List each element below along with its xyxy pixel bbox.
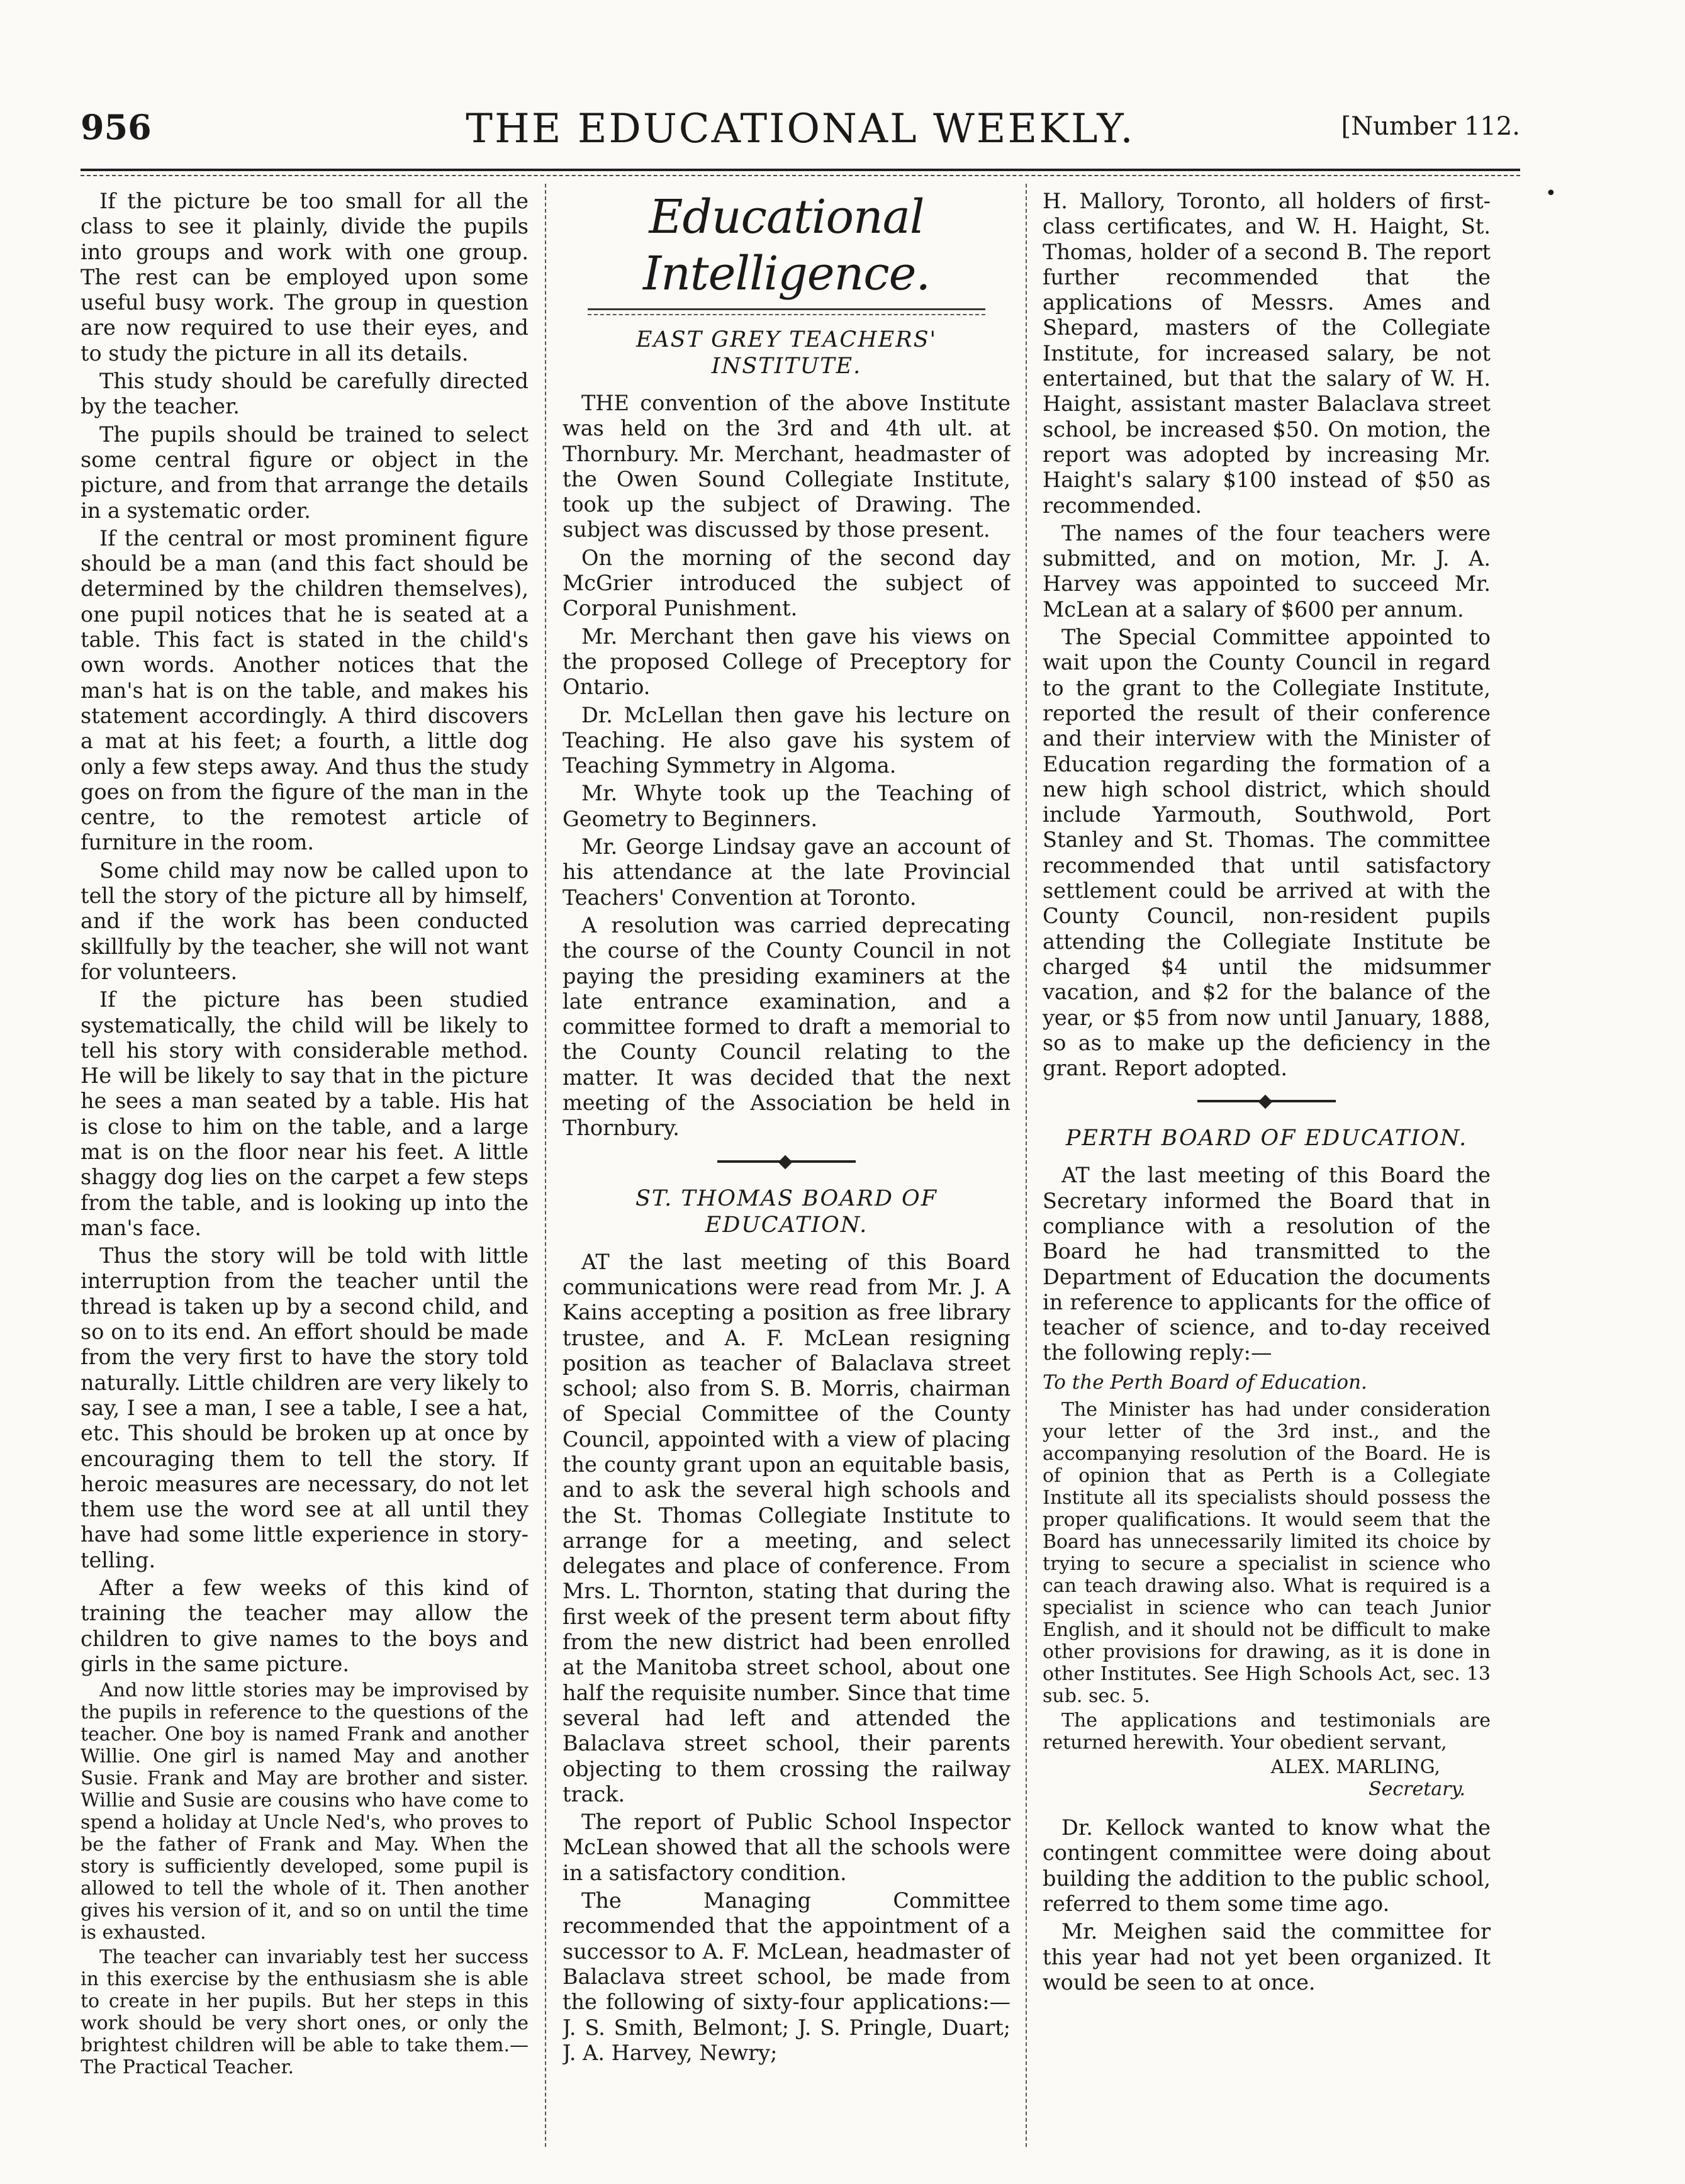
paragraph: Thus the story will be told with little interruption from the teacher until the thread is taken up by a second child, and so on to its end. An effort should be made from the very first to have the story told naturally. Little children are very likely to say, I see a man, I see a table, I see a hat, etc. This should be broken up at once by encouraging them to tell the story. If heroic measures are necessary, do not let them use the word see at all until they have had some little experience in story-telling. xyxy=(81,1243,529,1572)
paragraph: The pupils should be trained to select some central figure or object in the picture, and from that arrange the details in a systematic order. xyxy=(81,422,529,523)
letter-salutation: To the Perth Board of Education. xyxy=(1043,1370,1367,1394)
column-3 xyxy=(1043,189,1491,2158)
paragraph: Mr. Meighen said the committee for this year had not yet been organized. It would be seen to at once. xyxy=(1043,1919,1491,1995)
paragraph: The names of the four teachers were submitted, and on motion, Mr. J. A. Harvey was appointed to succeed Mr. McLean at a salary of $600 per annum. xyxy=(1043,520,1491,622)
paragraph: AT the last meeting of this Board the Secretary informed the Board that in compliance with a resolution of the Board he had transmitted to the Department of Education the documents in reference to applicants for the office of teacher of science, and to-day received the following reply:— xyxy=(1043,1163,1491,1365)
signature-title: Secretary. xyxy=(1369,1778,1465,1801)
section-separator xyxy=(717,1160,856,1163)
paragraph: The report of Public School Inspector McLean showed that all the schools were in a satisfactory condition. xyxy=(563,1810,1010,1885)
paragraph-small: And now little stories may be improvised by the pupils in reference to the questions of the teacher. One boy is named Frank and another Willie. One girl is named May and another Susie. Frank and May are brother and sister. Willie and Susie are cousins who have come to spend a holiday at Uncle Ned's, who proves to be the father of Frank and May. When the story is sufficiently developed, some pupil is allowed to tell the whole of it. Then another gives his version of it, and so on until the time is exhausted. xyxy=(81,1679,529,1944)
margin-mark: • xyxy=(1545,182,1557,204)
section-heading-st-thomas: ST. THOMAS BOARD OF EDUCATION. xyxy=(635,1185,938,1238)
paragraph: Mr. Whyte took up the Teaching of Geometry to Beginners. xyxy=(563,781,1010,831)
header-rule-dashed xyxy=(81,175,1520,176)
section-heading-east-grey: EAST GREY TEACHERS' INSTITUTE. xyxy=(635,327,938,379)
column-2 xyxy=(563,189,1010,2158)
letter-paragraph: The applications and testimonials are returned herewith. Your obedient servant, xyxy=(1043,1710,1491,1754)
page-number: 956 xyxy=(81,107,152,147)
heading-rule-dashed xyxy=(588,314,985,315)
section-separator xyxy=(1197,1100,1336,1102)
paragraph: If the picture be too small for all the class to see it plainly, divide the pupils into groups and work with one group. The rest can be employed upon some useful busy work. The group in question are now required to use their eyes, and to study the picture in all its details. xyxy=(81,189,529,366)
paragraph: A resolution was carried deprecating the course of the County Council in not paying the presiding examiners at the late entrance examination, and a committee formed to draft a memorial to the County Council relating to the matter. It was decided that the next meeting of the Association be held in Thornbury. xyxy=(563,912,1010,1141)
main-heading: Educational Intelligence. xyxy=(642,190,930,301)
letter-paragraph: The Minister has had under consideration your letter of the 3rd inst., and the accompanying resolution of the Board. He is of opinion that as Perth is a Collegiate Institute all its specialists should possess the proper qualifications. It would seem that the Board has unnecessarily limited its choice by trying to secure a specialist in science who can teach drawing also. What is required is a specialist in science who can teach Junior English, and it should not be difficult to make other provisions for drawing, as it is done in other Institutes. See High Schools Act, sec. 13 sub. sec. 5. xyxy=(1043,1399,1491,1708)
paragraph: H. Mallory, Toronto, all holders of first-class certificates, and W. H. Haight, St. Thomas, holder of a second B. The report further recommended that the applications of Messrs. Ames and Shepard, masters of the Collegiate Institute, for increased salary, be not entertained, but that the salary of W. H. Haight, assistant master Balaclava street school, be increased $50. On motion, the report was adopted by increasing Mr. Haight's salary $100 instead of $50 as recommended. xyxy=(1043,189,1491,518)
paragraph: On the morning of the second day McGrier introduced the subject of Corporal Punishment. xyxy=(563,545,1010,621)
heading-rule xyxy=(588,308,985,310)
paragraph: Mr. Merchant then gave his views on the proposed College of Preceptory for Ontario. xyxy=(563,624,1010,700)
header-rule xyxy=(81,169,1520,171)
paragraph: Dr. McLellan then gave his lecture on Teaching. He also gave his system of Teaching Symmetry in Algoma. xyxy=(563,702,1010,778)
masthead-title: THE EDUCATIONAL WEEKLY. xyxy=(466,106,1135,152)
paragraph: If the picture has been studied systematically, the child will be likely to tell his story with considerable method. He will be likely to say that in the picture he sees a man seated by a table. His hat is close to him on the table, and a large mat is on the floor near his feet. A little shaggy dog lies on the carpet a few steps from the table, and is looking up into the man's face. xyxy=(81,987,529,1240)
paragraph-small: The teacher can invariably test her success in this exercise by the enthusiasm she is able to create in her pupils. But her steps in this work should be very short ones, or only the brightest children will be able to take them.—The Practical Teacher. xyxy=(81,1946,529,2079)
paragraph: This study should be carefully directed by the teacher. xyxy=(81,369,529,419)
paragraph: THE convention of the above Institute was held on the 3rd and 4th ult. at Thornbury. Mr. Merchant, headmaster of the Owen Sound Collegiate Institute, took up the subject of Drawing. The subject was discussed by those present. xyxy=(563,391,1010,542)
signature-name: ALEX. MARLING, xyxy=(1270,1756,1440,1779)
paragraph: The Managing Committee recommended that the appointment of a successor to A. F. McLean, headmaster of Balaclava street school, be made from the following of sixty-four applications:—J. S. Smith, Belmont; J. S. Pringle, Duart; J. A. Harvey, Newry; xyxy=(563,1888,1010,2065)
section-heading-perth: PERTH BOARD OF EDUCATION. xyxy=(1065,1126,1468,1151)
column-divider-2 xyxy=(1026,184,1027,2147)
column-divider-1 xyxy=(545,184,546,2147)
paragraph: Some child may now be called upon to tell the story of the picture all by himself, and if the work has been conducted skillfully by the teacher, she will not want for volunteers. xyxy=(81,858,529,984)
paragraph: The Special Committee appointed to wait upon the County Council in regard to the grant to the Collegiate Institute, reported the result of their conference and their interview with the Minister of Education regarding the formation of a new high school district, which should include Yarmouth, Southwold, Port Stanley and St. Thomas. The committee recommended that until satisfactory settlement could be arrived at with the County Council, non-resident pupils attending the Collegiate Institute be charged $4 until the midsummer vacation, and $2 for the balance of the year, or $5 from now until January, 1888, so as to make up the deficiency in the grant. Report adopted. xyxy=(1043,625,1491,1081)
issue-number: [Number 112. xyxy=(1341,112,1520,141)
paragraph: AT the last meeting of this Board communications were read from Mr. J. A Kains accepting a position as free library trustee, and A. F. McLean resigning position as teacher of Balaclava street school; also from S. B. Morris, chairman of Special Committee of the County Council, appointed with a view of placing the county grant upon an equitable basis, and to ask the several high schools and the St. Thomas Collegiate Institute to arrange for a meeting, and select delegates and place of conference. From Mrs. L. Thornton, stating that during the first week of the present term about fifty from the new district had been enrolled at the Manitoba street school, about one half the requisite number. Since that time several had left and attended the Balaclava street school, their parents objecting to them crossing the railway track. xyxy=(563,1249,1010,1806)
paragraph: If the central or most prominent figure should be a man (and this fact should be determined by the children themselves), one pupil notices that he is seated at a table. This fact is stated in the child's own words. Another notices that the man's hat is on the table, and makes his statement accordingly. A third discovers a mat at his feet; a fourth, a little dog only a few steps away. And thus the study goes on from the figure of the man in the centre, to the remotest article of furniture in the room. xyxy=(81,525,529,855)
paragraph: After a few weeks of this kind of training the teacher may allow the children to give names to the boys and girls in the same picture. xyxy=(81,1576,529,1676)
page-header xyxy=(81,106,1520,162)
paragraph: Mr. George Lindsay gave an account of his attendance at the late Provincial Teachers' Convention at Toronto. xyxy=(563,834,1010,910)
paragraph: Dr. Kellock wanted to know what the contingent committee were doing about building the addition to the public school, referred to them some time ago. xyxy=(1043,1815,1491,1916)
column-1 xyxy=(81,189,529,2158)
